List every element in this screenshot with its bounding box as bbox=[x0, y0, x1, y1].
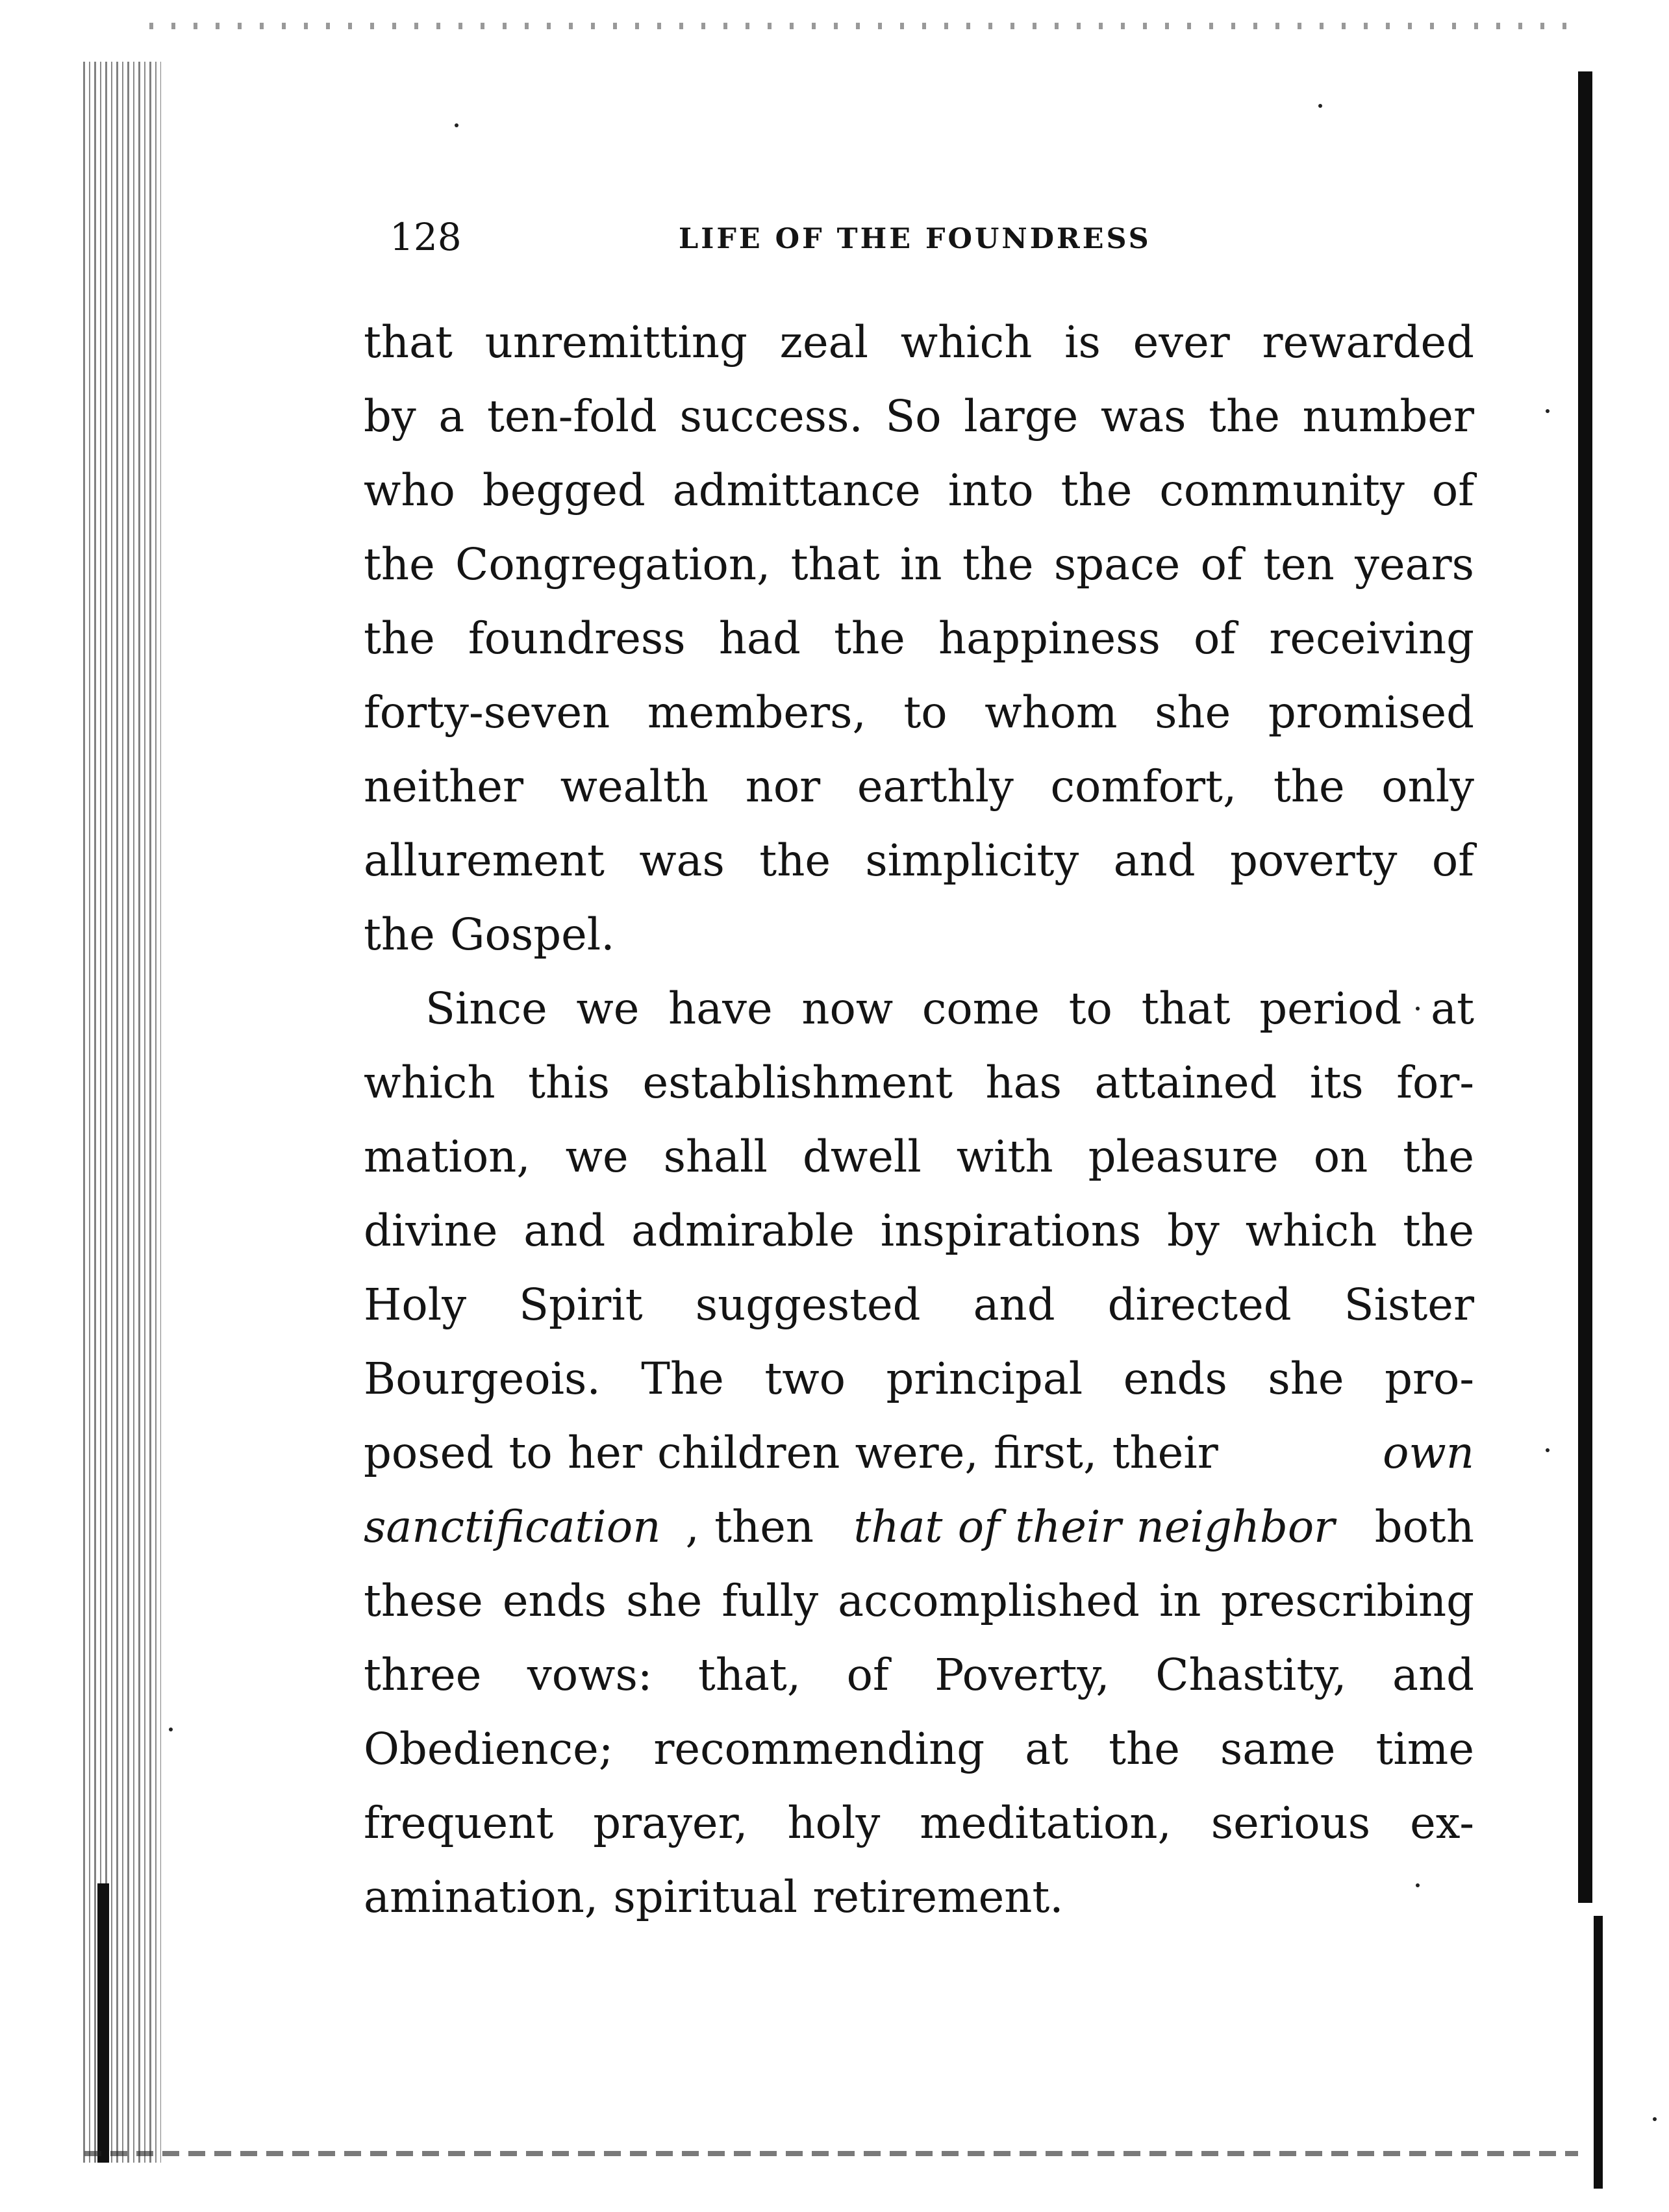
top-scan-edge bbox=[149, 23, 1585, 29]
scan-speck bbox=[169, 1728, 173, 1731]
text-line: mation, we shall dwell with pleasure on the bbox=[364, 1131, 1474, 1182]
page-header bbox=[390, 214, 1234, 260]
text-line: these ends she fully accomplished in prescribing bbox=[364, 1576, 1474, 1626]
text-line: Holy Spirit suggested and directed Sister bbox=[364, 1279, 1474, 1330]
text-run: both bbox=[1359, 1502, 1474, 1552]
text-line: frequent prayer, holy meditation, serious ex- bbox=[364, 1798, 1474, 1848]
text-line: by a ten-fold success. So large was the number bbox=[364, 391, 1474, 442]
text-run: , then bbox=[685, 1502, 829, 1552]
italic-run: that of their neighbor bbox=[853, 1502, 1335, 1552]
text-line: the Congregation, that in the space of ten years bbox=[364, 539, 1474, 590]
text-line: Since we have now come to that period at bbox=[425, 983, 1474, 1034]
text-line: neither wealth nor earthly comfort, the only bbox=[364, 761, 1474, 812]
scan-speck bbox=[1546, 1448, 1550, 1452]
text-line: the foundress had the happiness of receiving bbox=[364, 613, 1474, 664]
text-line bbox=[364, 1416, 1474, 1490]
italic-run: own bbox=[1383, 1427, 1474, 1478]
text-line: allurement was the simplicity and poverty of bbox=[364, 835, 1474, 886]
scan-speck bbox=[1546, 409, 1550, 413]
text-line: divine and admirable inspirations by which the bbox=[364, 1205, 1474, 1256]
left-binding-shadow bbox=[97, 1883, 109, 2163]
right-binding-edge-lower bbox=[1594, 1916, 1603, 2189]
text-line: that unremitting zeal which is ever rewarded bbox=[364, 317, 1474, 368]
text-line: three vows: that, of Poverty, Chastity, and bbox=[364, 1650, 1474, 1700]
text-line: forty-seven members, to whom she promised bbox=[364, 687, 1474, 738]
text-line: the Gospel. bbox=[364, 909, 615, 960]
text-run: posed to her children were, first, their bbox=[364, 1427, 1234, 1478]
running-title: LIFE OF THE FOUNDRESS bbox=[679, 223, 1151, 255]
scan-speck bbox=[1653, 2117, 1657, 2121]
paragraph-2 bbox=[364, 972, 1474, 1934]
left-binding-edge bbox=[83, 62, 161, 2163]
right-binding-edge bbox=[1578, 71, 1592, 1903]
scan-speck bbox=[455, 123, 458, 127]
paragraph-1 bbox=[364, 305, 1474, 972]
page-number: 128 bbox=[390, 215, 462, 259]
italic-run: sanctification bbox=[364, 1502, 661, 1552]
text-line: amination, spiritual retirement. bbox=[364, 1872, 1064, 1922]
text-line: who begged admittance into the community of bbox=[364, 465, 1474, 516]
text-line: Bourgeois. The two principal ends she pro- bbox=[364, 1353, 1474, 1404]
text-line: Obedience; recommending at the same time bbox=[364, 1724, 1474, 1774]
scan-speck bbox=[1318, 104, 1322, 108]
body-text bbox=[364, 305, 1474, 1934]
text-line: which this establishment has attained its for- bbox=[364, 1057, 1474, 1108]
text-line bbox=[364, 1490, 1474, 1564]
bottom-scan-edge bbox=[84, 2151, 1578, 2156]
